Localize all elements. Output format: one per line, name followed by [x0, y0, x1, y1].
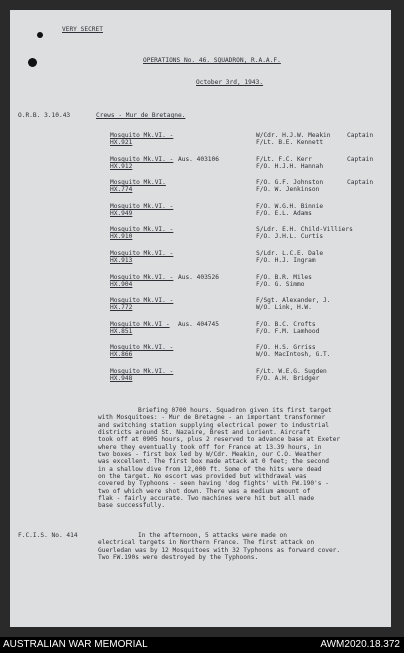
aircraft-serial: HX.772 [110, 304, 133, 311]
aircraft-serial: HX.949 [110, 210, 133, 217]
punch-hole [28, 58, 37, 67]
briefing-line: on the target. No escort was provided but withdrawal was [98, 473, 307, 481]
service-number-note: Aus. 403106 [178, 156, 219, 163]
fcis-line: electrical targets in Northern France. The first attack on [98, 539, 315, 547]
crew-navigator: F/O. H.J. Ingram [256, 257, 316, 264]
fcis-line: In the afternoon, 5 attacks were made on [138, 532, 288, 539]
briefing-line: where they eventually took off for France at 13.39 hours, in [98, 443, 322, 451]
aircraft-serial: HX.904 [110, 281, 133, 288]
briefing-line: and switching station supplying electrical power to industrial [98, 421, 329, 429]
crew-navigator: F/O. A.H. Bridger [256, 375, 320, 382]
crew-rank: Captain [347, 132, 374, 139]
aircraft-serial: HX.948 [110, 375, 133, 382]
aircraft-serial: HX.851 [110, 328, 133, 335]
aircraft-serial: HX.913 [110, 257, 133, 264]
briefing-line: flak - fairly accurate. Two machines were hit but all made [98, 495, 315, 503]
crew-pilot: S/Ldr. L.C.E. Dale [256, 250, 324, 257]
crew-navigator: F/O. F.M. Lamhood [256, 328, 320, 335]
aircraft-serial: HX.774 [110, 186, 133, 193]
briefing-line: districts around St. Nazaire, Brest and Lorient. Aircraft [98, 429, 311, 437]
crew-pilot: F/O. W.G.H. Binnie [256, 203, 324, 210]
crew-pilot: F/O. G.F. Johnston [256, 179, 324, 186]
fcis-paragraph [98, 532, 340, 561]
crew-pilot: F/O. B.R. Miles [256, 274, 312, 281]
punch-hole [37, 32, 43, 38]
aircraft-type: Mosquito Mk.VI. - [110, 226, 174, 233]
crew-pilot: F/Lt. W.E.G. Sugden [256, 368, 327, 375]
crew-rank: Captain [347, 156, 374, 163]
aircraft-type: Mosquito Mk.VI. - [110, 344, 174, 351]
briefing-line: two boxes - first box led by W/Cdr. Meakin, our C.O. Weather [98, 451, 322, 459]
crew-navigator: F/O. E.L. Adams [256, 210, 312, 217]
document-date: October 3rd, 1943. [196, 79, 264, 86]
crew-pilot: F/Sgt. Alexander, J. [256, 297, 331, 304]
aircraft-type: Mosquito Mk.VI. - [110, 274, 174, 281]
archive-footer [0, 637, 404, 653]
briefing-line: in a shallow dive from 12,000 ft. Some of the hits were dead [98, 465, 322, 473]
service-number-note: Aus. 404745 [178, 321, 219, 328]
crew-navigator: F/O. H.J.H. Hannah [256, 163, 324, 170]
aircraft-serial: HX.912 [110, 163, 133, 170]
crew-navigator: F/O. W. Jenkinson [256, 186, 320, 193]
aircraft-type: Mosquito Mk.VI. - [110, 368, 174, 375]
briefing-paragraph [98, 407, 340, 510]
briefing-line: Briefing 0700 hours. Squadron given its first target [138, 407, 332, 414]
briefing-line: took off at 0905 hours, plus 2 reserved to advance base at Exeter [98, 436, 341, 444]
aircraft-serial: HX.910 [110, 233, 133, 240]
document-title: OPERATIONS No. 46. SQUADRON, R.A.A.F. [143, 57, 281, 64]
crew-navigator: F/O. J.H.L. Curtis [256, 233, 324, 240]
classification-stamp: VERY SECRET [62, 26, 103, 33]
briefing-line: with Mosquitoes: - Mur de Bretagne - an important transformer [98, 414, 326, 422]
aircraft-type: Mosquito Mk.VI. - [110, 203, 174, 210]
aircraft-serial: HX.921 [110, 139, 133, 146]
footer-accession-number: AWM2020.18.372 [320, 639, 400, 650]
crew-rank: Captain [347, 179, 374, 186]
briefing-line: two of which were shot down. There was a medium amount of [98, 487, 311, 495]
aircraft-type: Mosquito Mk.VI. - [110, 132, 174, 139]
crew-navigator: F/Lt. B.E. Kennett [256, 139, 324, 146]
crew-pilot: S/Ldr. E.H. Child-Villiers [256, 226, 353, 233]
crew-pilot: F/O. H.S. Grriss [256, 344, 316, 351]
fcis-reference: F.C.I.S. No. 414 [18, 532, 78, 539]
crew-navigator: W/O. MacIntosh, G.T. [256, 351, 331, 358]
fcis-line: Two FW.190s were destroyed by the Typhoons. [98, 554, 259, 562]
fcis-line: Guerledan was by 12 Mosquitoes with 32 Typhoons as forward cover. [98, 546, 341, 554]
briefing-line: was excellent. The first box made attack at 0 feet; the second [98, 458, 329, 466]
footer-institution: AUSTRALIAN WAR MEMORIAL [3, 639, 148, 650]
aircraft-type: Mosquito Mk.VI. - [110, 297, 174, 304]
crew-pilot: F/O. B.C. Crofts [256, 321, 316, 328]
aircraft-serial: HX.866 [110, 351, 133, 358]
crews-heading: Crews - Mur de Bretagne. [96, 112, 186, 119]
aircraft-type: Mosquito Mk.VI - [110, 321, 170, 328]
aircraft-type: Mosquito Mk.VI. [110, 179, 166, 186]
orb-reference: O.R.B. 3.10.43 [18, 112, 71, 119]
service-number-note: Aus. 403526 [178, 274, 219, 281]
briefing-line: base successfully. [98, 502, 166, 510]
crew-pilot: W/Cdr. H.J.W. Meakin [256, 132, 331, 139]
crew-navigator: F/O. G. Simmo [256, 281, 305, 288]
crew-navigator: W/O. Link, H.W. [256, 304, 312, 311]
aircraft-type: Mosquito Mk.VI. - [110, 156, 174, 163]
document-page [10, 10, 391, 627]
aircraft-type: Mosquito Mk.VI. - [110, 250, 174, 257]
crew-pilot: F/Lt. F.C. Kerr [256, 156, 312, 163]
briefing-line: covered by Typhoons - seen having 'dog fights' with FW.190's - [98, 480, 329, 488]
